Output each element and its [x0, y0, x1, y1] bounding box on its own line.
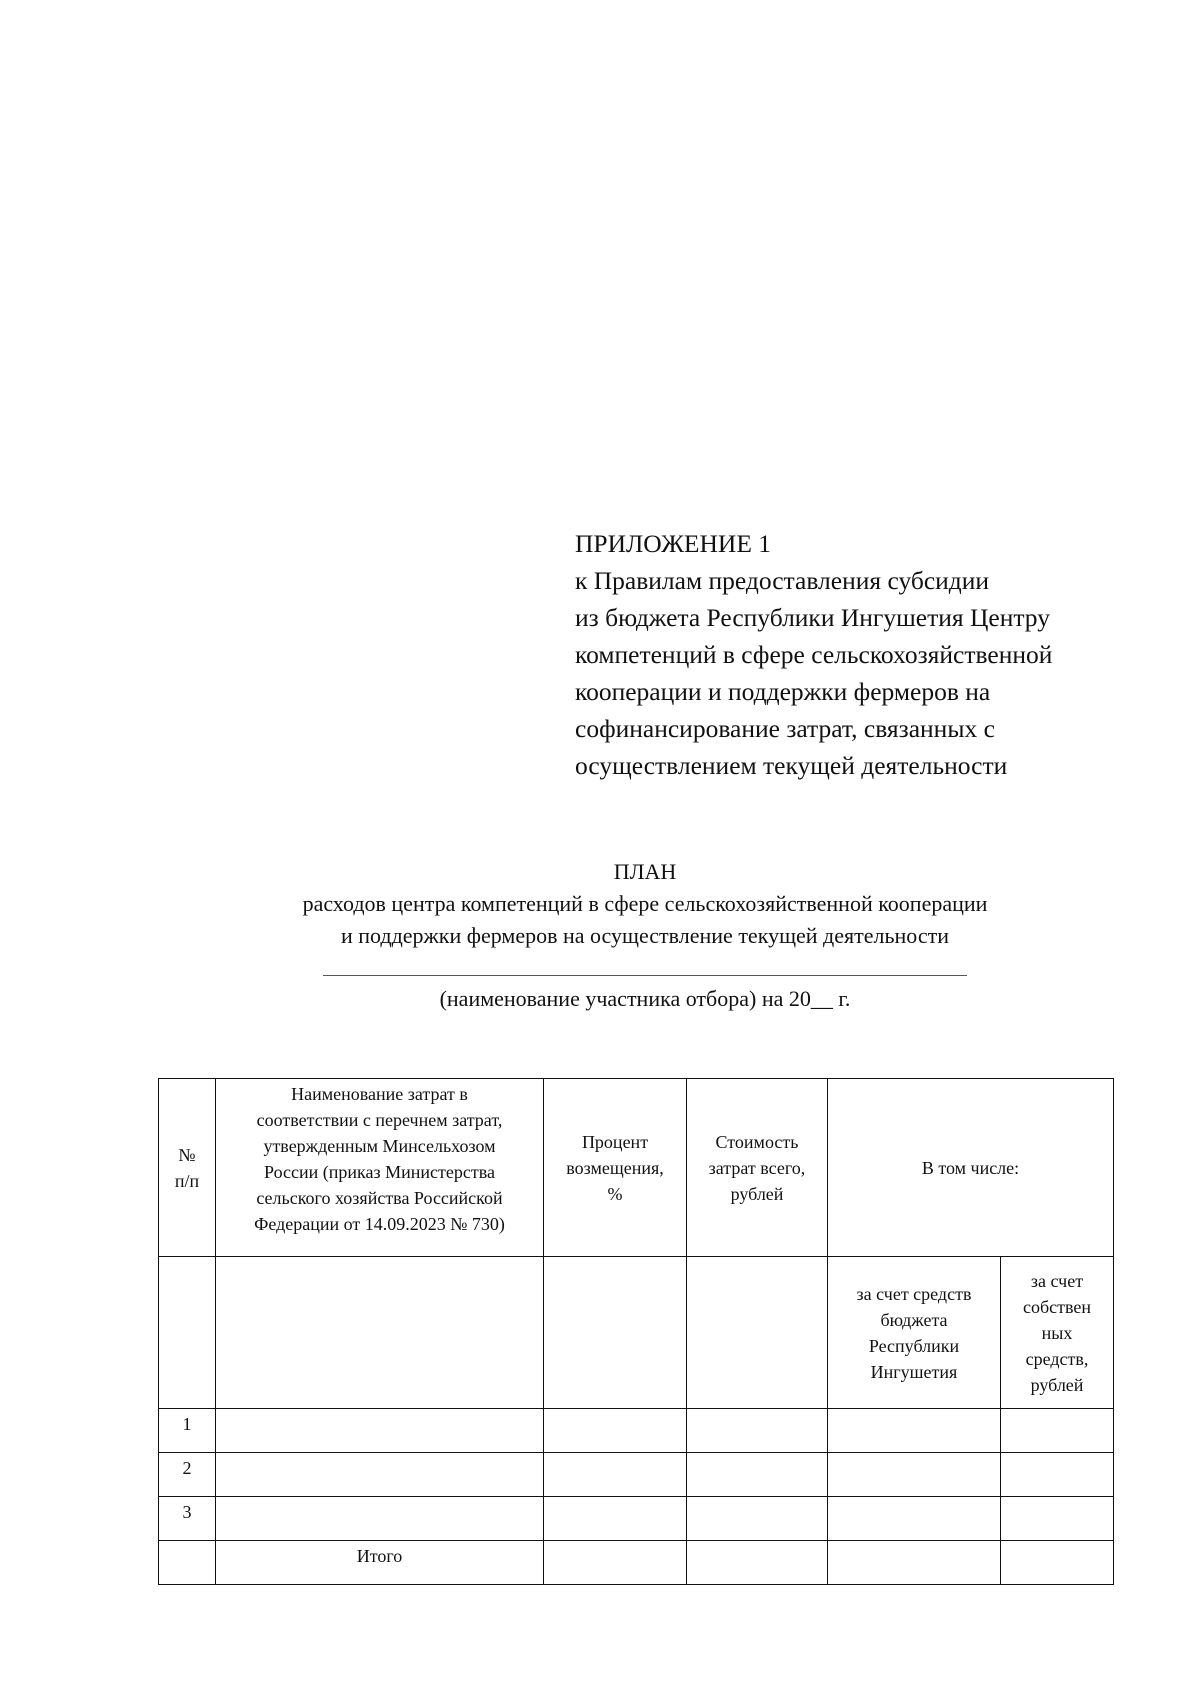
header-own-funds: за счет собствен ных средств, рублей [1001, 1257, 1114, 1409]
cell-empty [828, 1497, 1001, 1541]
row-number: 2 [159, 1453, 216, 1497]
cell-empty [1001, 1453, 1114, 1497]
cell-empty [216, 1257, 544, 1409]
row-number: 1 [159, 1409, 216, 1453]
cell-empty [544, 1497, 687, 1541]
cell-empty [687, 1409, 828, 1453]
expense-plan-table [158, 1078, 1114, 1585]
cell-empty [216, 1453, 544, 1497]
appendix-line: компетенций в сфере сельскохозяйственной [575, 640, 1053, 669]
row-number: 3 [159, 1497, 216, 1541]
table-row [159, 1497, 1114, 1541]
appendix-line: из бюджета Республики Ингушетия Центру [575, 603, 1050, 632]
appendix-line: осуществлением текущей деятельности [575, 751, 1008, 780]
header-budget-funds: за счет средств бюджета Республики Ингушетия [828, 1257, 1001, 1409]
table-row [159, 1453, 1114, 1497]
plan-subtitle-line: расходов центра компетенций в сфере сельскохозяйственной кооперации [302, 891, 988, 916]
table-row [159, 1409, 1114, 1453]
cell-empty [828, 1453, 1001, 1497]
header-percent: Процент возмещения, % [544, 1079, 687, 1257]
cell-empty [544, 1409, 687, 1453]
cell-empty [159, 1541, 216, 1585]
cell-empty [687, 1541, 828, 1585]
cell-empty [159, 1257, 216, 1409]
cell-empty [544, 1541, 687, 1585]
cell-empty [687, 1257, 828, 1409]
participant-name-caption: (наименование участника отбора) на 20__ г. [439, 986, 851, 1011]
cell-empty [828, 1409, 1001, 1453]
appendix-line: ПРИЛОЖЕНИЕ 1 [575, 529, 772, 558]
plan-title: ПЛАН [613, 859, 677, 884]
cell-empty [687, 1497, 828, 1541]
participant-name-line [323, 975, 967, 976]
appendix-line: кооперации и поддержки фермеров на [575, 677, 991, 706]
header-including: В том числе: [828, 1079, 1114, 1257]
header-num: № п/п [159, 1079, 216, 1257]
total-label: Итого [216, 1541, 544, 1585]
cell-empty [1001, 1409, 1114, 1453]
cell-empty [216, 1497, 544, 1541]
header-cost: Стоимость затрат всего, рублей [687, 1079, 828, 1257]
cell-empty [544, 1453, 687, 1497]
cell-empty [687, 1453, 828, 1497]
header-expense-name: Наименование затрат в соответствии с перечнем затрат, утвержденным Минсельхозом России (приказ Министерства сельского хозяйства Российской Федерации от 14.09.2023 № 730) [216, 1079, 544, 1257]
cell-empty [1001, 1497, 1114, 1541]
cell-empty [1001, 1541, 1114, 1585]
total-row [159, 1541, 1114, 1585]
cell-empty [828, 1541, 1001, 1585]
appendix-line: софинансирование затрат, связанных с [575, 714, 995, 743]
cell-empty [544, 1257, 687, 1409]
appendix-header [575, 525, 1135, 784]
appendix-line: к Правилам предоставления субсидии [575, 566, 990, 595]
plan-subtitle [0, 888, 1200, 952]
plan-subtitle-line: и поддержки фермеров на осуществление текущей деятельности [340, 923, 949, 948]
cell-empty [216, 1409, 544, 1453]
